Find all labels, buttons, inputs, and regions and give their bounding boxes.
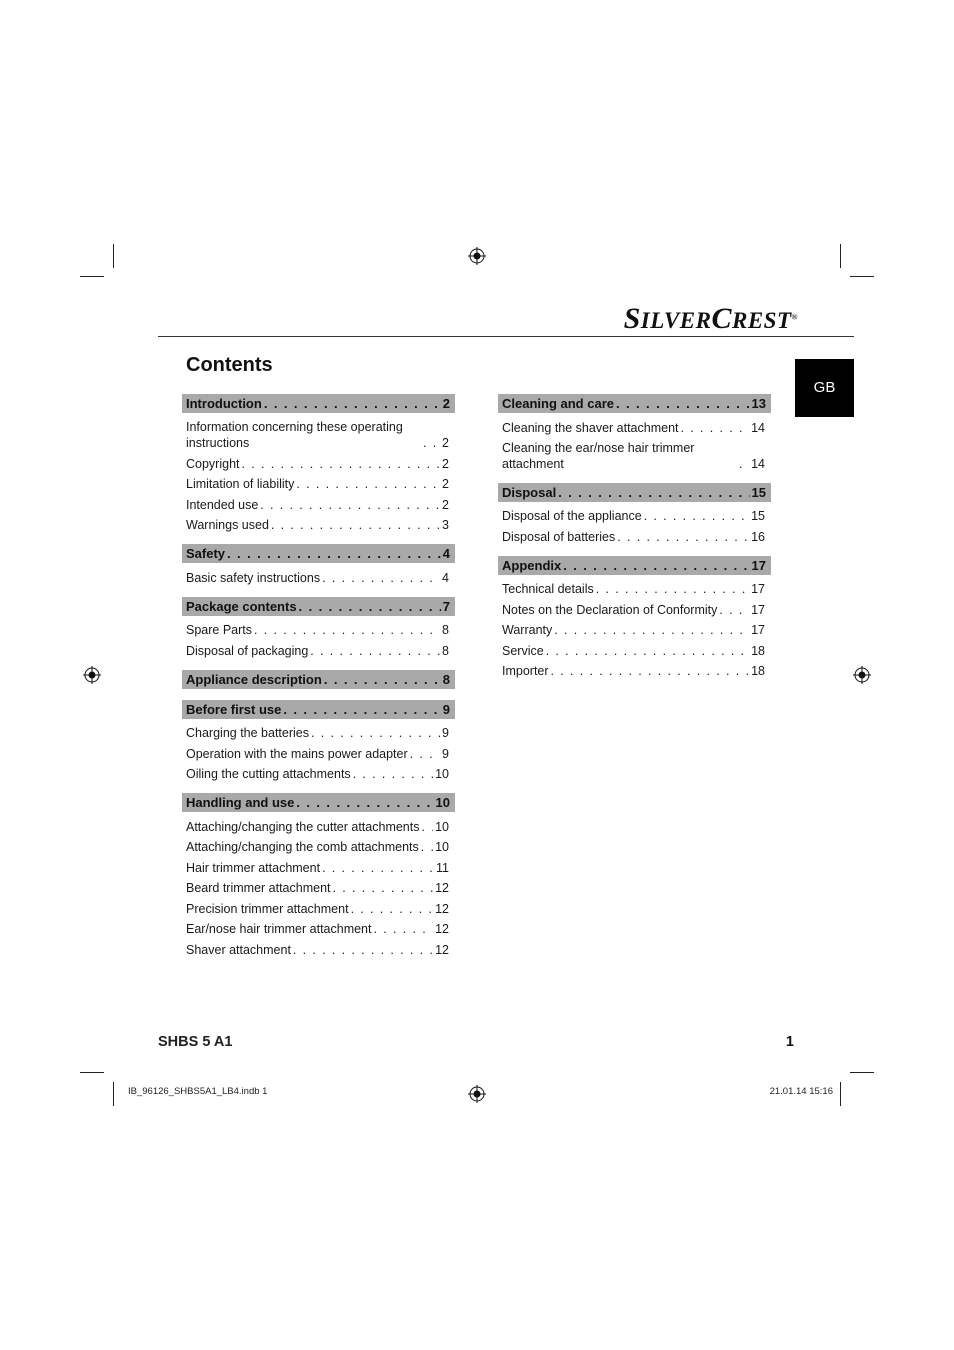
toc-leader-dots <box>616 396 750 411</box>
registration-mark-icon <box>853 666 871 684</box>
toc-leader-dots <box>264 396 441 411</box>
toc-entry-label: Warranty <box>502 623 553 637</box>
toc-leader-dots <box>739 456 749 472</box>
toc-entry-label: Beard trimmer attachment <box>186 881 331 895</box>
model-number: SHBS 5 A1 <box>158 1034 233 1050</box>
toc-entry[interactable] <box>182 513 455 534</box>
toc-entry[interactable] <box>498 504 771 525</box>
page-title: Contents <box>186 354 273 376</box>
toc-section-heading[interactable] <box>182 700 455 719</box>
toc-entry[interactable] <box>498 577 771 598</box>
toc-entry[interactable] <box>182 565 455 586</box>
toc-section <box>182 597 455 659</box>
toc-leader-dots <box>351 901 434 917</box>
toc-entry-page: 12 <box>435 942 449 957</box>
toc-heading-page: 10 <box>435 795 450 810</box>
toc-leader-dots <box>719 602 749 618</box>
toc-leader-dots <box>423 435 440 451</box>
toc-heading-page: 2 <box>442 396 450 411</box>
crop-mark <box>80 276 104 277</box>
toc-heading-page: 4 <box>442 546 450 561</box>
toc-entry[interactable] <box>498 638 771 659</box>
toc-leader-dots <box>271 517 440 533</box>
toc-section-heading[interactable] <box>182 597 455 616</box>
toc-entry-page: 8 <box>442 623 449 637</box>
toc-section <box>498 394 771 472</box>
toc-entry-page: 10 <box>435 840 449 854</box>
toc-entry-page: 9 <box>442 726 449 740</box>
toc-heading-label: Before first use <box>186 701 282 717</box>
toc-entry[interactable] <box>498 436 771 472</box>
toc-leader-dots <box>374 921 434 937</box>
toc-leader-dots <box>227 546 441 561</box>
toc-entry[interactable] <box>182 762 455 783</box>
toc-entry-page: 14 <box>751 420 765 435</box>
toc-leader-dots <box>558 485 749 500</box>
page-number: 1 <box>785 1034 794 1050</box>
toc-leader-dots <box>554 622 749 638</box>
toc-entry[interactable] <box>498 659 771 680</box>
toc-entry[interactable] <box>182 721 455 742</box>
toc-leader-dots <box>260 497 440 513</box>
toc-heading-label: Appliance description <box>186 671 322 687</box>
toc-heading-label: Handling and use <box>186 795 295 810</box>
toc-leader-dots <box>324 672 441 687</box>
toc-entry-label: Operation with the mains power adapter <box>186 746 408 761</box>
toc-entry[interactable] <box>182 741 455 762</box>
toc-entry-label: Warnings used <box>186 518 269 532</box>
toc-entry-label: Limitation of liability <box>186 477 295 491</box>
toc-leader-dots <box>296 476 440 492</box>
registration-mark-icon <box>468 247 486 265</box>
toc-section-heading[interactable] <box>182 793 455 812</box>
toc-entry[interactable] <box>182 896 455 917</box>
toc-leader-dots <box>353 766 433 782</box>
toc-leader-dots <box>681 420 750 436</box>
toc-entry[interactable] <box>182 638 455 659</box>
toc-entry-label: Basic safety instructions <box>186 570 321 585</box>
toc-leader-dots <box>617 529 749 545</box>
crop-mark <box>840 244 841 268</box>
toc-entry[interactable] <box>182 814 455 835</box>
toc-entry-label: Copyright <box>186 456 240 471</box>
toc-entry-label: Ear/nose hair trimmer attachment <box>186 922 372 936</box>
toc-entry-page: 3 <box>442 518 449 532</box>
registration-mark-icon <box>83 666 101 684</box>
toc-entry[interactable] <box>182 618 455 639</box>
toc-entry-page: 17 <box>751 623 765 637</box>
toc-entry-page: 2 <box>442 456 449 471</box>
toc-entry[interactable] <box>182 917 455 938</box>
toc-entry[interactable] <box>498 415 771 436</box>
toc-heading-label: Introduction <box>186 396 262 411</box>
toc-entry-page: 2 <box>442 497 449 512</box>
toc-leader-dots <box>242 456 441 472</box>
toc-section-heading[interactable] <box>182 544 455 563</box>
toc-heading-label: Disposal <box>502 484 557 500</box>
toc-entry-page: 4 <box>442 570 449 585</box>
toc-heading-label: Cleaning and care <box>502 396 614 411</box>
toc-heading-page: 15 <box>751 484 766 500</box>
toc-leader-dots <box>333 880 434 896</box>
toc-heading-page: 13 <box>751 396 766 411</box>
toc-leader-dots <box>410 746 440 762</box>
toc-entry[interactable] <box>182 855 455 876</box>
registration-mark-icon <box>468 1085 486 1103</box>
slug-filename: IB_96126_SHBS5A1_LB4.indb 1 <box>128 1086 268 1097</box>
toc-entry[interactable] <box>182 472 455 493</box>
toc-entry-label: Disposal of packaging <box>186 643 309 658</box>
toc-entry-page: 12 <box>435 901 449 916</box>
toc-entry-label: Charging the batteries <box>186 726 309 740</box>
toc-entry-page: 15 <box>751 509 765 523</box>
toc-heading-page: 9 <box>442 701 450 717</box>
toc-heading-label: Appendix <box>502 557 562 573</box>
toc-entry[interactable] <box>498 597 771 618</box>
toc-section <box>182 793 455 958</box>
toc-entry-label: Cleaning the shaver attachment <box>502 420 679 435</box>
toc-entry-label: Spare Parts <box>186 623 253 637</box>
toc-left-column <box>182 394 455 969</box>
toc-leader-dots <box>310 643 440 659</box>
toc-entry-page: 8 <box>442 643 449 658</box>
toc-entry-page: 18 <box>751 643 765 658</box>
toc-entry-label: Notes on the Declaration of Conformity <box>502 602 718 617</box>
toc-section <box>182 394 455 533</box>
language-tab: GB <box>795 359 854 417</box>
toc-leader-dots <box>254 622 440 638</box>
toc-section <box>498 556 771 680</box>
toc-heading-label: Package contents <box>186 598 297 614</box>
toc-heading-page: 7 <box>442 598 450 614</box>
toc-entry-label: Attaching/changing the comb attachments <box>186 840 419 854</box>
toc-section-heading[interactable] <box>498 483 771 502</box>
toc-heading-page: 17 <box>751 557 766 573</box>
toc-entry[interactable] <box>182 415 455 451</box>
toc-entry-page: 12 <box>435 881 449 895</box>
toc-section <box>182 670 455 689</box>
toc-section-heading[interactable] <box>182 670 455 689</box>
silvercrest-logo: SILVERCREST® <box>623 302 798 335</box>
toc-entry-page: 12 <box>435 922 449 936</box>
toc-leader-dots <box>283 702 440 717</box>
crop-mark <box>840 1082 841 1106</box>
toc-entry[interactable] <box>182 937 455 958</box>
toc-section <box>182 544 455 586</box>
toc-leader-dots <box>293 942 433 958</box>
toc-section-heading[interactable] <box>498 556 771 575</box>
toc-entry-label: Precision trimmer attachment <box>186 901 349 916</box>
toc-heading-page: 8 <box>442 671 450 687</box>
toc-section-heading[interactable] <box>498 394 771 413</box>
toc-leader-dots <box>563 558 749 573</box>
toc-entry-label: Importer <box>502 664 549 678</box>
toc-entry-label: Intended use <box>186 497 259 512</box>
toc-leader-dots <box>644 508 749 524</box>
toc-entry-page: 14 <box>751 456 765 471</box>
toc-entry[interactable] <box>182 451 455 472</box>
toc-section <box>498 483 771 545</box>
toc-entry-page: 11 <box>436 860 449 875</box>
toc-leader-dots <box>421 839 433 855</box>
toc-entry[interactable] <box>182 835 455 856</box>
toc-entry-label: Oiling the cutting attachments <box>186 767 351 781</box>
toc-leader-dots <box>551 663 750 679</box>
crop-mark <box>113 244 114 268</box>
toc-leader-dots <box>296 795 433 810</box>
toc-entry-label: Shaver attachment <box>186 942 291 957</box>
slug-datetime: 21.01.14 15:16 <box>769 1086 833 1097</box>
toc-entry[interactable] <box>498 524 771 545</box>
toc-entry-page: 17 <box>751 582 765 596</box>
toc-entry-label: Disposal of batteries <box>502 529 616 544</box>
toc-entry[interactable] <box>498 618 771 639</box>
crop-mark <box>850 276 874 277</box>
toc-leader-dots <box>596 581 749 597</box>
crop-mark <box>80 1072 104 1073</box>
toc-entry-page: 9 <box>442 746 449 761</box>
toc-entry[interactable] <box>182 492 455 513</box>
toc-leader-dots <box>322 570 440 586</box>
toc-entry-label: Technical details <box>502 582 594 596</box>
toc-entry-label: Service <box>502 643 544 658</box>
toc-entry-page: 18 <box>751 664 765 678</box>
toc-heading-label: Safety <box>186 546 226 561</box>
toc-leader-dots <box>311 725 440 741</box>
toc-entry-label: Attaching/changing the cutter attachments <box>186 819 420 834</box>
toc-entry-page: 2 <box>442 436 449 450</box>
toc-entry-page: 17 <box>751 602 765 617</box>
crop-mark <box>113 1082 114 1106</box>
toc-leader-dots <box>299 599 441 614</box>
crop-mark <box>850 1072 874 1073</box>
toc-section-heading[interactable] <box>182 394 455 413</box>
toc-entry-page: 10 <box>435 819 449 834</box>
toc-entry-page: 10 <box>435 767 449 781</box>
toc-entry-label: Information concerning these operating instructions <box>186 420 403 450</box>
toc-entry-label: Disposal of the appliance <box>502 509 642 523</box>
toc-section <box>182 700 455 783</box>
toc-leader-dots <box>421 819 433 835</box>
toc-right-column <box>498 394 771 690</box>
toc-entry[interactable] <box>182 876 455 897</box>
toc-entry-label: Hair trimmer attachment <box>186 860 321 875</box>
toc-entry-page: 2 <box>442 477 449 491</box>
header-rule <box>158 336 854 337</box>
toc-entry-label: Cleaning the ear/nose hair trimmer attachment <box>502 440 695 471</box>
toc-leader-dots <box>546 643 749 659</box>
toc-leader-dots <box>322 860 434 876</box>
toc-entry-page: 16 <box>751 529 765 544</box>
